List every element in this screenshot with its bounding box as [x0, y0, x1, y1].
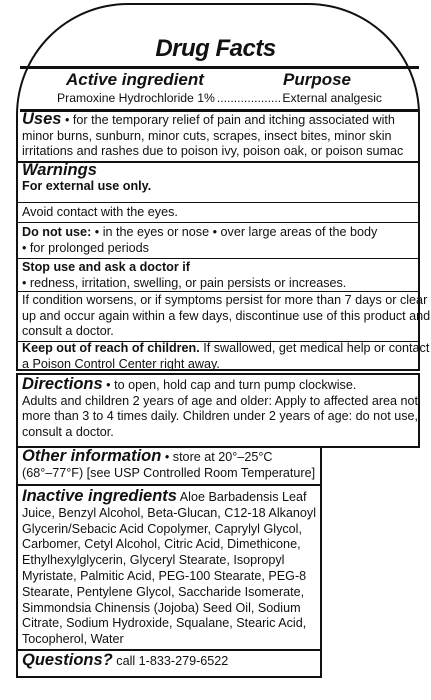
condition-line: If condition worsens, or if symptoms persist for more than 7 days or clear	[22, 293, 428, 307]
keep-out-text: If swallowed, get medical help or contact	[203, 341, 430, 355]
inactive-line: Aloe Barbadensis Leaf	[179, 490, 307, 504]
purpose-heading: Purpose	[283, 70, 352, 89]
warnings-heading: Warnings	[22, 161, 97, 179]
inactive-line: Glycerin/Sebacic Acid Copolymer, Caprylyl Glycol,	[22, 521, 302, 536]
stop-use-label: Stop use and ask a doctor if	[22, 260, 190, 274]
condition-worsens-section	[22, 293, 431, 340]
drug-facts-title: Drug Facts	[155, 35, 276, 62]
inactive-line: Simmondsia Chinensis (Jojoba) Seed Oil, Sodium	[22, 600, 301, 615]
warnings-divider	[18, 222, 418, 223]
questions-heading: Questions?	[22, 651, 113, 669]
directions-line: to open, hold cap and turn pump clockwise.	[114, 378, 357, 392]
inactive-ingredients-section	[22, 489, 318, 648]
avoid-contact: Avoid contact with the eyes.	[22, 205, 178, 219]
do-not-use-item: in the eyes or nose	[102, 225, 210, 239]
uses-line: for the temporary relief of pain and itching associated with	[72, 113, 395, 127]
condition-line: up and occur again within a few days, discontinue use of this product and	[22, 308, 431, 323]
do-not-use-item: for prolonged periods	[29, 240, 149, 255]
uses-section: Uses • for the temporary relief of pain and itching associated with minor burns, sunburn, minor cuts, scrapes, insect bites, minor skin irritations and rashes due to poison ivy, poison oak, or poison sumac	[22, 112, 418, 160]
inactive-line: Stearate, Pentylene Glycol, Saccharide Isomerate,	[22, 584, 305, 599]
keep-out-text: a Poison Control Center right away.	[22, 356, 220, 371]
inactive-line: Ethylhexylglycerin, Glyceryl Stearate, Isopropyl	[22, 553, 285, 568]
directions-section: Directions • to open, hold cap and turn pump clockwise. Adults and children 2 years of age and older: Apply to affected area not more than 3 to 4 times daily. Children under 2 years of age: do not use, consult a doctor.	[22, 375, 419, 439]
directions-line: Adults and children 2 years of age and older: Apply to affected area not	[22, 393, 419, 408]
active-ingredient-heading: Active ingredient	[66, 70, 204, 89]
other-information-line: store at 20°–25°C	[172, 450, 273, 464]
inactive-line: Myristate, Palmitic Acid, PEG-100 Stearate, PEG-8	[22, 568, 307, 583]
title-divider	[20, 66, 419, 69]
active-ingredient-purpose: External analgesic	[282, 91, 382, 105]
uses-line: irritations and rashes due to poison ivy, poison oak, or poison sumac	[22, 144, 404, 159]
condition-line: consult a doctor.	[22, 324, 114, 339]
warnings-divider	[18, 258, 418, 259]
inactive-line: Juice, Benzyl Alcohol, Beta-Glucan, C12-18 Alkanoyl	[22, 505, 317, 520]
directions-line: consult a doctor.	[22, 424, 114, 439]
questions-section	[22, 653, 318, 670]
uses-heading: Uses	[22, 110, 62, 128]
do-not-use-section: Do not use: • in the eyes or nose • over large areas of the body • for prolonged periods	[22, 225, 378, 255]
stop-use-item: redness, irritation, swelling, or pain persists or increases.	[29, 275, 347, 290]
warnings-header	[22, 163, 418, 194]
active-ingredient-name: Pramoxine Hydrochloride 1%	[57, 91, 215, 105]
stop-use-section: Stop use and ask a doctor if • redness, irritation, swelling, or pain persists or increases.	[22, 260, 418, 291]
directions-line: more than 3 to 4 times daily. Children under 2 years of age: do not use,	[22, 409, 418, 424]
warnings-divider	[18, 291, 418, 292]
inactive-line: Citrate, Sodium Hydroxide, Squalane, Stearic Acid,	[22, 616, 307, 631]
do-not-use-item: over large areas of the body	[220, 225, 378, 239]
other-information-section: Other information • store at 20°–25°C (68°–77°F) [see USP Controlled Room Temperature]	[22, 449, 318, 481]
directions-heading: Directions	[22, 375, 103, 393]
keep-out-of-reach-section	[22, 341, 430, 372]
inactive-line: Carbomer, Cetyl Alcohol, Citric Acid, Dimethicone,	[22, 537, 301, 552]
active-ingredient-row	[57, 91, 382, 105]
questions-phone: call 1-833-279-6522	[116, 654, 229, 668]
leader-dots	[217, 91, 281, 105]
inactive-line: Tocopherol, Water	[22, 632, 124, 647]
other-information-heading: Other information	[22, 447, 162, 465]
do-not-use-label: Do not use:	[22, 225, 92, 239]
external-use-only: For external use only.	[22, 178, 152, 193]
inactive-ingredients-heading: Inactive ingredients	[22, 487, 177, 505]
other-information-line: (68°–77°F) [see USP Controlled Room Temperature]	[22, 465, 316, 480]
keep-out-label: Keep out of reach of children.	[22, 341, 200, 355]
warnings-divider	[18, 202, 418, 203]
uses-line: minor burns, sunburn, minor cuts, scrapes, insect bites, minor skin	[22, 128, 392, 143]
